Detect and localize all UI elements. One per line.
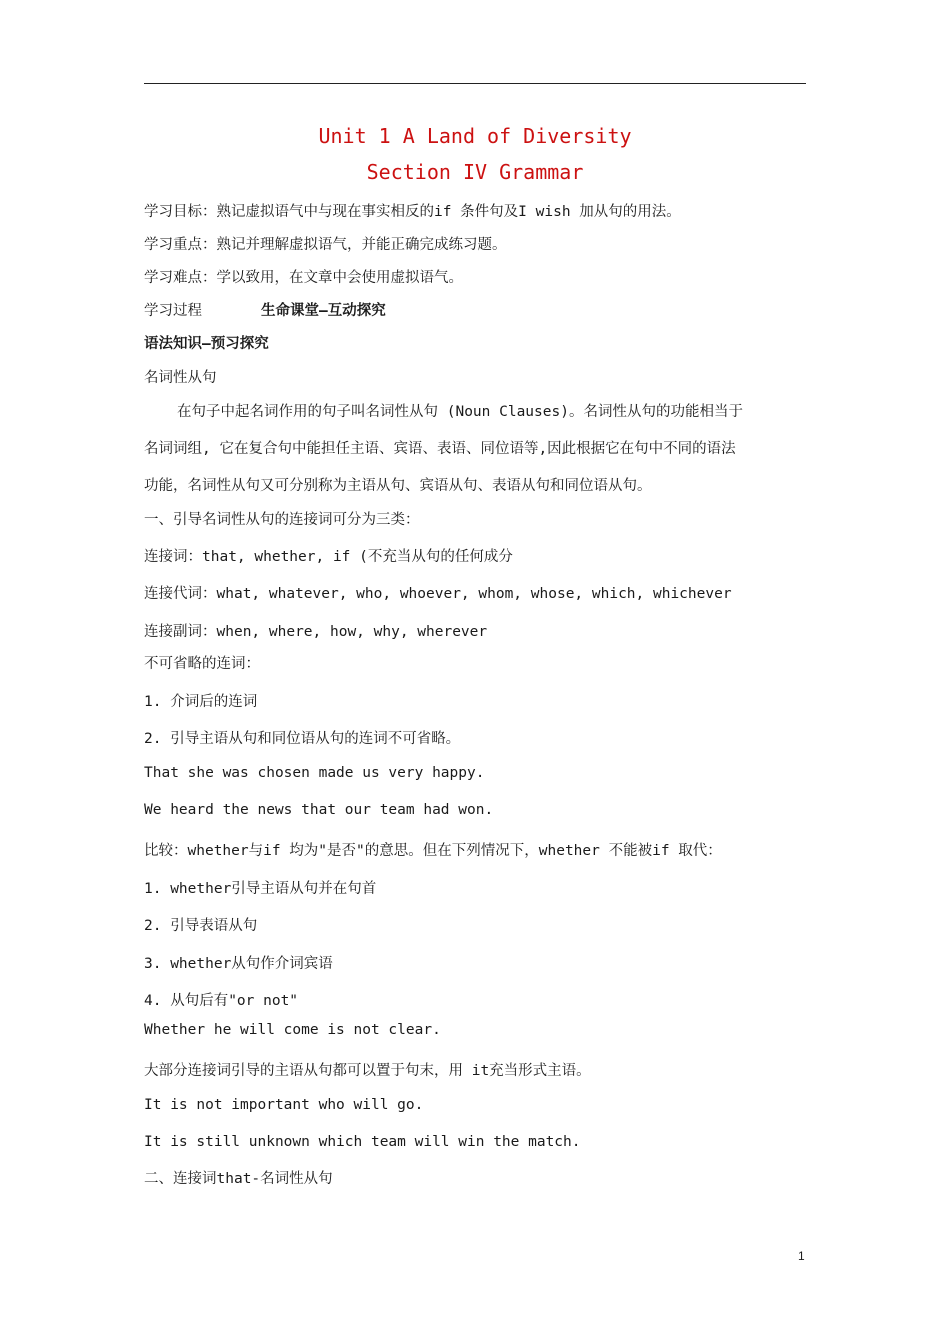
- example-sentence: That she was chosen made us very happy.: [144, 765, 485, 781]
- section-heading-grammar: 语法知识—预习探究: [144, 336, 269, 352]
- document-title: Unit 1 A Land of Diversity: [318, 124, 632, 148]
- list-item: 连接词：that, whether, if (不充当从句的任何成分: [144, 549, 513, 565]
- list-item: 4. 从句后有"or not": [144, 993, 299, 1009]
- list-item: 连接副词：when, where, how, why, wherever: [144, 624, 488, 640]
- header-rule: [144, 83, 806, 84]
- list-heading: 一、引导名词性从句的连接词可分为三类：: [144, 512, 420, 528]
- example-sentence: We heard the news that our team had won.: [144, 802, 494, 818]
- list-item: 2. 引导主语从句和同位语从句的连词不可省略。: [144, 731, 461, 747]
- comparison-note: 比较：whether与if 均为"是否"的意思。但在下列情况下，whether 不能被if 取代：: [144, 843, 722, 859]
- document-subtitle: Section IV Grammar: [366, 160, 584, 184]
- list-item: 1. 介词后的连词: [144, 694, 258, 710]
- paragraph-line: 名词词组, 它在复合句中能担任主语、宾语、表语、同位语等,因此根据它在句中不同的语法: [144, 441, 736, 457]
- list-heading: 不可省略的连词：: [144, 656, 260, 672]
- page-number: 1: [798, 1249, 805, 1263]
- example-sentence: It is still unknown which team will win the match.: [144, 1134, 581, 1150]
- paragraph-line: 功能，名词性从句又可分别称为主语从句、宾语从句、表语从句和同位语从句。: [144, 478, 652, 494]
- section-heading-interactive: 生命课堂—互动探究: [261, 303, 386, 319]
- example-sentence: Whether he will come is not clear.: [144, 1022, 441, 1038]
- paragraph-line: 在句子中起名词作用的句子叫名词性从句 (Noun Clauses)。名词性从句的功能相当于: [177, 404, 743, 420]
- list-item: 1. whether引导主语从句并在句首: [144, 881, 377, 897]
- list-item: 连接代词：what, whatever, who, whoever, whom, whose, which, whichever: [144, 586, 732, 602]
- learning-objective: 学习目标：熟记虚拟语气中与现在事实相反的if 条件句及I wish 加从句的用法。: [144, 204, 681, 220]
- list-item: 2. 引导表语从句: [144, 918, 258, 934]
- example-sentence: It is not important who will go.: [144, 1097, 424, 1113]
- learning-process-label: 学习过程: [144, 303, 202, 319]
- learning-focus: 学习重点：熟记并理解虚拟语气，并能正确完成练习题。: [144, 237, 507, 253]
- list-item: 3. whether从句作介词宾语: [144, 956, 333, 972]
- paragraph-line: 大部分连接词引导的主语从句都可以置于句末，用 it充当形式主语。: [144, 1063, 591, 1079]
- topic-heading: 名词性从句: [144, 370, 217, 386]
- learning-difficulty: 学习难点：学以致用，在文章中会使用虚拟语气。: [144, 270, 463, 286]
- section-heading: 二、连接词that-名词性从句: [144, 1171, 333, 1187]
